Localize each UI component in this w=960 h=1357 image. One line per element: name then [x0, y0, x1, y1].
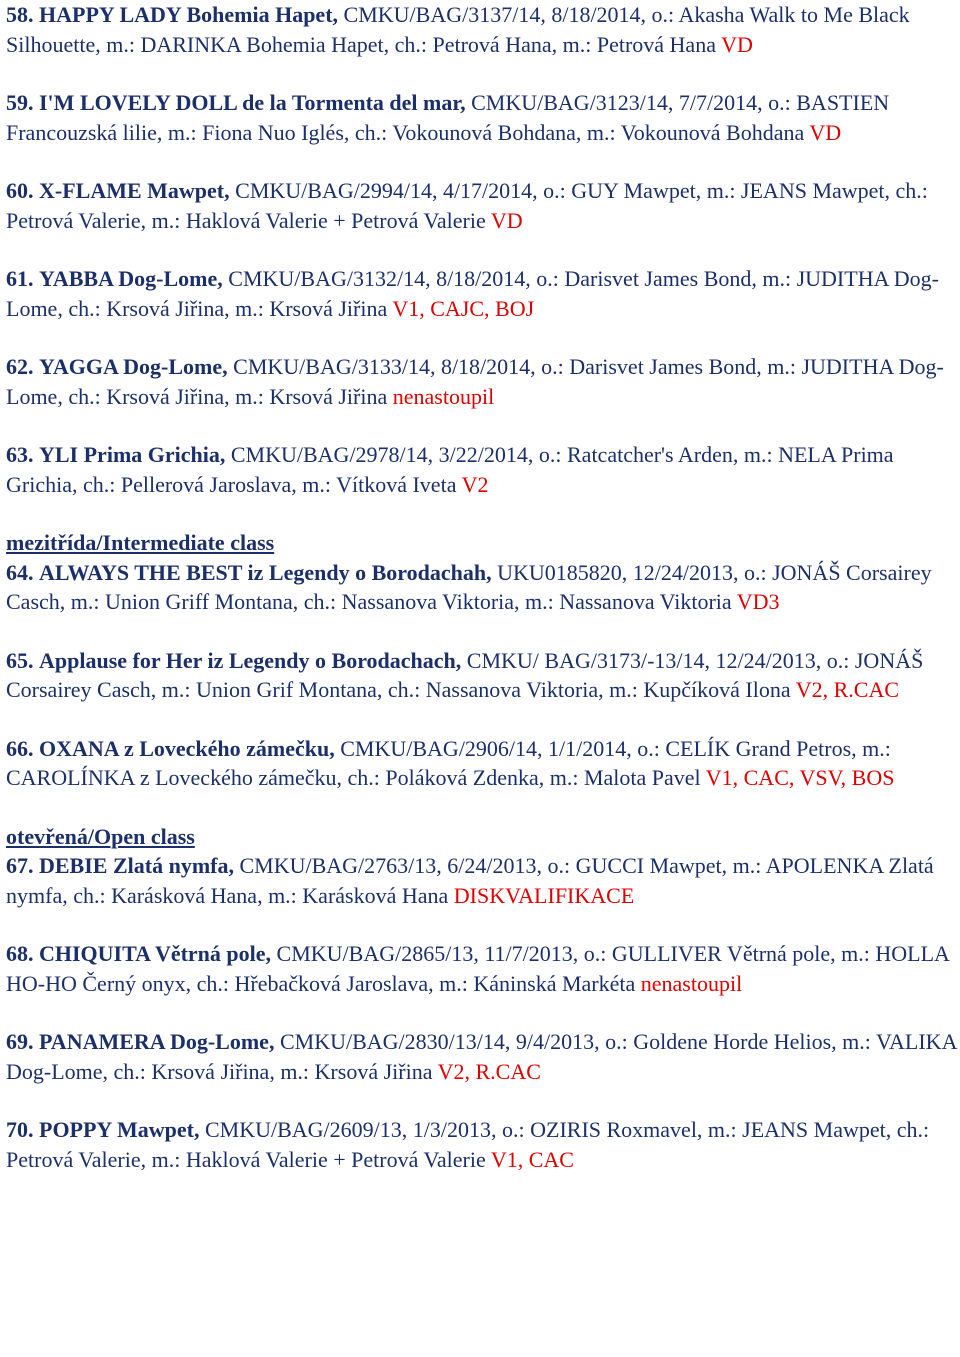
entry-66 — [6, 734, 958, 793]
entry-details: UKU0185820, 12/24/2013, o.: JONÁŠ Corsairey Casch, m.: Union Griff Montana, ch.: Nassanova Viktoria, m.: Nassanova Viktoria — [6, 559, 932, 614]
dog-name: YAGGA Dog-Lome, — [39, 354, 228, 379]
entry-number: 70. — [6, 1117, 34, 1142]
entry-65 — [6, 646, 958, 705]
entry-number: 61. — [6, 266, 34, 291]
dog-name: HAPPY LADY Bohemia Hapet, — [39, 2, 339, 27]
entry-67 — [6, 851, 958, 910]
class-heading: otevřená/Open class — [6, 823, 195, 849]
entry-result: DISKVALIFIKACE — [453, 882, 635, 908]
dog-name: PANAMERA Dog-Lome, — [39, 1029, 275, 1054]
entry-details: CMKU/BAG/2906/14, 1/1/2014, o.: CELÍK Grand Petros, m.: CAROLÍNKA z Loveckého zámečku, ch.: Poláková Zdenka, m.: Malota Pavel — [6, 735, 891, 790]
dog-name: X-FLAME Mawpet, — [39, 178, 230, 203]
entry-details: CMKU/BAG/2994/14, 4/17/2014, o.: GUY Mawpet, m.: JEANS Mawpet, ch.: Petrová Valerie, m.: Haklová Valerie + Petrová Valerie — [6, 178, 928, 233]
entry-number: 66. — [6, 735, 34, 761]
dog-name: CHIQUITA Větrná pole, — [39, 941, 272, 966]
entry-result: V2, R.CAC — [437, 1058, 541, 1084]
entry-result: VD — [490, 207, 523, 233]
entry-59 — [6, 88, 958, 147]
entry-result: V2 — [461, 471, 489, 497]
entry-60 — [6, 176, 958, 235]
entry-number: 62. — [6, 354, 34, 379]
entry-number: 64. — [6, 559, 34, 585]
entry-result: V1, CAJC, BOJ — [392, 295, 535, 321]
entry-69 — [6, 1027, 958, 1086]
entry-number: 69. — [6, 1029, 34, 1054]
entry-61 — [6, 264, 958, 323]
entry-details: CMKU/BAG/3133/14, 8/18/2014, o.: Darisvet James Bond, m.: JUDITHA Dog-Lome, ch.: Krsová Jiřina, m.: Krsová Jiřina — [6, 354, 944, 409]
entry-63 — [6, 440, 958, 499]
entry-details: CMKU/BAG/2609/13, 1/3/2013, o.: OZIRIS Roxmavel, m.: JEANS Mawpet, ch.: Petrová Valerie, m.: Haklová Valerie + Petrová Valerie — [6, 1117, 930, 1172]
results-document — [6, 0, 958, 1203]
dog-name: POPPY Mawpet, — [39, 1117, 200, 1142]
entry-result: V1, CAC, VSV, BOS — [705, 765, 895, 790]
entry-number: 68. — [6, 941, 34, 966]
entry-number: 59. — [6, 90, 34, 115]
class-heading: mezitřída/Intermediate class — [6, 530, 275, 555]
dog-name: ALWAYS THE BEST iz Legendy o Borodachah, — [39, 559, 492, 585]
entry-58 — [6, 0, 958, 59]
entry-details: CMKU/BAG/3123/14, 7/7/2014, o.: BASTIEN Francouzská lilie, m.: Fiona Nuo Iglés, ch.: Vokounová Bohdana, m.: Vokounová Bohdana — [6, 90, 890, 145]
entry-result: nenastoupil — [640, 970, 743, 996]
entry-number: 60. — [6, 178, 34, 203]
dog-name: DEBIE Zlatá nymfa, — [39, 853, 234, 878]
entry-details: CMKU/BAG/2830/13/14, 9/4/2013, o.: Goldene Horde Helios, m.: VALIKA Dog-Lome, ch.: Krsová Jiřina, m.: Krsová Jiřina — [6, 1029, 957, 1084]
intermediate-class-section — [6, 528, 958, 793]
entry-62 — [6, 352, 958, 411]
entry-details: CMKU/BAG/2978/14, 3/22/2014, o.: Ratcatcher's Arden, m.: NELA Prima Grichia, ch.: Pellerová Jaroslava, m.: Vítková Iveta — [6, 442, 894, 497]
entry-result: VD — [721, 31, 753, 57]
entry-number: 63. — [6, 442, 34, 467]
dog-name: Applause for Her iz Legendy o Borodachach, — [39, 647, 462, 673]
entry-details: CMKU/BAG/3137/14, 8/18/2014, o.: Akasha Walk to Me Black Silhouette, m.: DARINKA Bohemia Hapet, ch.: Petrová Hana, m.: Petrová Hana — [6, 2, 910, 57]
entry-result: VD — [809, 119, 842, 145]
entry-64 — [6, 558, 958, 617]
dog-name: I'M LOVELY DOLL de la Tormenta del mar, — [39, 90, 466, 115]
entry-number: 67. — [6, 853, 34, 878]
entry-result: V2, R.CAC — [795, 677, 900, 702]
entry-details: CMKU/BAG/3132/14, 8/18/2014, o.: Darisvet James Bond, m.: JUDITHA Dog-Lome, ch.: Krsová Jiřina, m.: Krsová Jiřina — [6, 266, 939, 321]
dog-name: YABBA Dog-Lome, — [39, 266, 223, 291]
open-class-section — [6, 822, 958, 1175]
entry-result: VD3 — [736, 589, 780, 614]
dog-name: YLI Prima Grichia, — [39, 442, 226, 467]
entry-result: nenastoupil — [392, 383, 495, 409]
entry-number: 65. — [6, 647, 34, 673]
entry-70 — [6, 1115, 958, 1174]
entry-result: V1, CAC — [490, 1146, 574, 1172]
entry-details: CMKU/BAG/2865/13, 11/7/2013, o.: GULLIVER Větrná pole, m.: HOLLA HO-HO Černý onyx, ch.: Hřebačková Jaroslava, m.: Káninská Markéta — [6, 941, 949, 996]
entry-details: CMKU/BAG/2763/13, 6/24/2013, o.: GUCCI Mawpet, m.: APOLENKA Zlatá nymfa, ch.: Karásková Hana, m.: Karásková Hana — [6, 853, 934, 908]
dog-name: OXANA z Loveckého zámečku, — [39, 735, 335, 761]
entry-68 — [6, 939, 958, 998]
entry-number: 58. — [6, 2, 34, 27]
entry-details: CMKU/ BAG/3173/-13/14, 12/24/2013, o.: JONÁŠ Corsairey Casch, m.: Union Grif Montana, ch.: Nassanova Viktoria, m.: Kupčíková Ilona — [6, 647, 924, 702]
